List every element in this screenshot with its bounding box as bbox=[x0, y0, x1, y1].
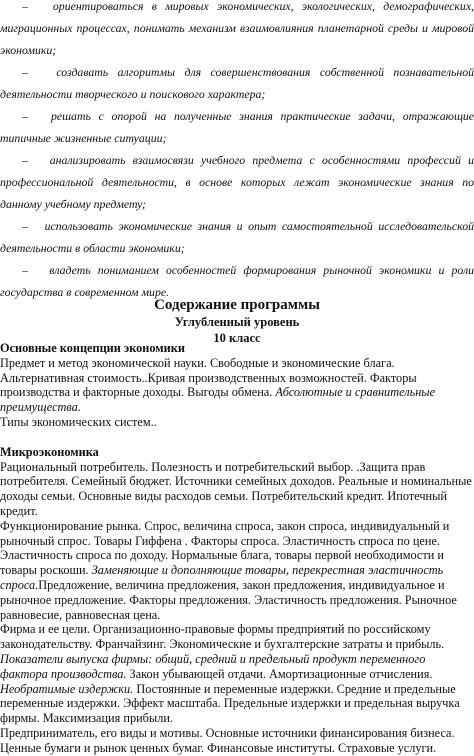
paragraph: Типы экономических систем.. bbox=[0, 414, 157, 429]
paragraph bbox=[0, 519, 474, 623]
paragraph-italic: Необратимые издержки. bbox=[0, 681, 134, 696]
goal-dash: – bbox=[22, 0, 28, 13]
goal-item bbox=[0, 215, 474, 259]
goal-text: ориентироваться в мировых экономических, экологических, демографических, миграционных процессах, понимать механизм взаимовлияния планетарной среды и мировой экономики; bbox=[0, 0, 474, 57]
goal-text: анализировать взаимосвязи учебного предмета с особенностями профессий и профессиональной деятельности, в основе которых лежат экономические знания по данному учебному предмету; bbox=[0, 153, 474, 211]
paragraph bbox=[0, 682, 474, 726]
goal-dash: – bbox=[22, 109, 28, 123]
paragraph-text: Функционирование рынка. Спрос, величина спроса, закон спроса, индивидуальный и рыночный спрос. Товары Гиффена . Факторы спроса. Эластичность спроса по цене. Эластичность спроса по доходу. Нормальные блага, товары первой необходимости и товары роскоши. bbox=[0, 518, 450, 578]
goal-item bbox=[0, 149, 474, 215]
paragraph-italic: Абсолютные и сравнительные преимущества. bbox=[0, 385, 436, 415]
paragraph-text: Постоянные и переменные издержки. Средние и предельные переменные издержки. Эффект масштаба. Предельные издержки и предельная выручка фирмы. Максимизация прибыли. bbox=[0, 681, 460, 726]
paragraph bbox=[0, 652, 474, 682]
level-subtitle: Углубленный уровень bbox=[174, 315, 300, 329]
program-content bbox=[0, 341, 474, 756]
goal-dash: – bbox=[22, 263, 28, 277]
paragraph-italic: Показатели выпуска фирмы: общий, средний и предельный продукт переменного фактора производства. bbox=[0, 651, 426, 681]
paragraph: Предприниматель, его виды и мотивы. Основные источники финансирования бизнеса. Ценные бумаги и рынок ценных бумаг. Финансовые институты. Страховые услуги. bbox=[0, 725, 455, 755]
goal-text: владеть пониманием особенностей формирования рыночной экономики и роли государства в современном мире. bbox=[0, 263, 474, 299]
paragraph-text: Закон убывающей отдачи. Амортизационные отчисления. bbox=[126, 666, 433, 681]
goal-dash: – bbox=[22, 65, 28, 79]
goal-item bbox=[0, 105, 474, 149]
goal-dash: – bbox=[22, 153, 28, 167]
goals-list bbox=[0, 0, 474, 303]
paragraph: Рациональный потребитель. Полезность и потребительский выбор. .Защита прав потребителя. Семейный бюджет. Источники семейных доходов. Реальные и номинальные доходы семьи. Основные виды расходов семьи. Потребительский кредит. Ипотечный кредит. bbox=[0, 459, 472, 518]
goal-dash: – bbox=[22, 219, 28, 233]
goal-item bbox=[0, 61, 474, 105]
program-heading bbox=[0, 296, 474, 346]
page-title: Содержание программы bbox=[154, 297, 320, 313]
goal-text: использовать экономические знания и опыт самостоятельной исследовательской деятельности в области экономики; bbox=[0, 219, 474, 255]
goal-text: решать с опорой на полученные знания практические задачи, отражающие типичные жизненные ситуации; bbox=[0, 109, 474, 145]
paragraph: Фирма и ее цели. Организационно-правовые формы предприятий по российскому законодательству. Франчайзинг. Экономические и бухгалтерские затраты и прибыль. bbox=[0, 622, 445, 652]
paragraph bbox=[0, 356, 474, 415]
grade-subtitle: 10 класс bbox=[213, 331, 261, 345]
goal-text: создавать алгоритмы для совершенствования собственной познавательной деятельности творческого и поискового характера; bbox=[0, 65, 474, 101]
section-title: Микроэкономика bbox=[0, 444, 99, 459]
paragraph-text: Предмет и метод экономической науки. Свободные и экономические блага. Альтернативная стоимость..Кривая производственных возможностей. Факторы производства и факторные доходы. Выгоды обмена. bbox=[0, 355, 417, 400]
paragraph-text: Предложение, величина предложения, закон предложения, индивидуальное и рыночное предложение. Факторы предложения. Эластичность предложения. Рыночное равновесие, равновесная цена. bbox=[0, 577, 457, 622]
paragraph-italic: Заменяющие и дополняющие товары, перекрестная эластичность спроса. bbox=[0, 563, 444, 592]
goal-item bbox=[0, 0, 474, 61]
section-title: Основные концепции экономики bbox=[0, 341, 185, 355]
